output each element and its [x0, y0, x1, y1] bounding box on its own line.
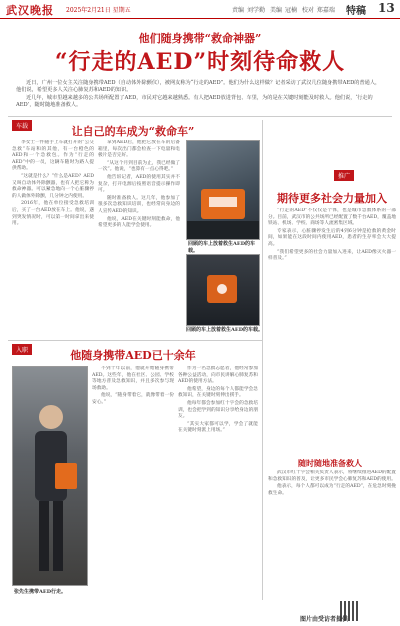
aed-label — [209, 197, 237, 207]
lead-text: 近日，广州一位女主关注随身携带AED（自动体外除颤仪），被网友称为“行走的AED”。他们为什么这样做？记者采访了武汉几位随身携带AED的普通人，他们说，希望更多人关注心肺复苏和AED的知识。 — [16, 80, 381, 93]
man-photo — [12, 366, 88, 586]
section-tag: 推广 — [334, 170, 354, 181]
credit-label: 校对 — [301, 7, 314, 14]
paragraph: 李女士一件随手上车就打开的“公交急救”车站和的其他，有一台橙色的AED和一个急救包。作为“行走的AED”中的一员，这辆车随时为路人提供帮助。 — [12, 140, 94, 172]
article-column — [92, 366, 174, 606]
man-with-aed-image — [13, 367, 87, 585]
paragraph: 他每年都会参加红十字会的急救培训，也会把学到的知识分享给身边的朋友。 — [178, 400, 258, 420]
article-subtitle: 他随身携带AED已十余年 — [70, 349, 196, 362]
article-column — [268, 470, 396, 596]
leg — [39, 501, 49, 571]
section-name: 特稿 — [346, 6, 366, 17]
lead-text: 近几年，城市里越来越多的公共场所配置了AED，市民对它越来越熟悉。有人把AED放进背包、车里，为的是在关键时刻能及时救人。他们说，‘行走的AED’，随时随地准备救人。 — [16, 95, 373, 108]
page-header — [0, 0, 400, 19]
headline: “行走的AED”时刻待命救人 — [54, 49, 346, 75]
car-photo-bottom — [186, 254, 260, 326]
car-interior-image — [187, 255, 259, 325]
article-column — [178, 366, 258, 606]
paragraph: “行走的AED”不仅仅是个体，也是城市急救体系的一部分。目前，武汉市的公共场所已经配置了数千台AED，覆盖地铁站、机场、学校、商场等人流密集区域。 — [268, 208, 396, 227]
article-column — [12, 140, 94, 325]
article-column — [98, 140, 180, 325]
article-column — [268, 208, 396, 453]
article-subheading: 随时随地准备救人 — [298, 458, 362, 468]
photo-caption: 张先生携带AED行走。 — [14, 589, 67, 595]
car-photo-top — [186, 140, 260, 240]
paragraph: 他希望，身边的每个人都能学会急救知识，在关键时刻伸出援手。 — [178, 386, 258, 399]
credit-name: 冠楠 — [284, 7, 297, 14]
page-number: 13 — [378, 1, 395, 15]
credit-label: 责编 — [232, 7, 245, 14]
article-subtitle: 期待更多社会力量加入 — [277, 192, 387, 205]
editor-credits — [232, 5, 338, 14]
column-divider — [262, 120, 263, 600]
aed-bag — [55, 463, 77, 489]
credit-name: 刘学勤 — [247, 7, 266, 14]
paragraph: “我们希望更多的社会力量加入进来，让AED像灭火器一样普及。” — [268, 249, 396, 262]
lead-paragraph — [16, 80, 384, 110]
section-tag: 车载 — [12, 120, 32, 131]
article-subtitle: 让自己的车成为“救命车” — [71, 125, 195, 138]
paragraph: “从这个月到目前为止，我已经做了一次”。他说，“也算有一点心得吧。” — [98, 160, 180, 173]
paragraph: 不到十年以前，他就开始随身携带AED。这些年，他在社区、公园、学校等地方普及急救知识，并且多次参与现场救助。 — [92, 366, 174, 391]
paragraph: 随时准备救人。这几年，他参加了很多次急救知识培训，也经常向身边的人宣传AED的知识。 — [98, 195, 180, 214]
photo-credit: 图片由受访者提供 — [300, 616, 349, 623]
photo-caption: 回顾的车上放着救生AED的车载。 — [186, 327, 264, 333]
head — [39, 405, 63, 429]
paragraph: “其实大家都可以学，学会了就能在关键时刻派上用场。” — [178, 421, 258, 434]
paragraph: 拿到AED后，他把它放在车的后备箱里，每次出门都会检查一下电量和电极片是否完好。 — [98, 140, 180, 159]
leg — [53, 501, 63, 571]
paragraph: 他说，“随身带着它，就像带着一份安心。” — [92, 393, 174, 405]
divider — [8, 340, 262, 341]
photo-caption: 回顾的车上放着救生AED的车载。 — [188, 241, 256, 254]
credit-name: 郑嘉瑞 — [316, 7, 335, 14]
aed-button — [217, 284, 227, 294]
paragraph: 他告诉记者，AED的使用其实并不复杂，打开电源后按照语音提示操作即可。 — [98, 174, 180, 194]
divider — [8, 116, 392, 117]
paragraph: 他表示，每个人都可以成为“行走的AED”，在危急时刻挽救生命。 — [268, 484, 396, 496]
paragraph: 武汉市红十字会相关负责人表示，将继续推进AED的配置和急救知识的普及，让更多市民学会心肺复苏和AED的使用。 — [268, 470, 396, 482]
paragraph: 作为一名急救志愿者，他经常参加各种公益活动，向市民讲解心肺复苏和AED的使用方法。 — [178, 366, 258, 385]
kicker: 他们随身携带“救命神器” — [138, 32, 262, 45]
masthead: 武汉晚报 — [6, 4, 54, 17]
section-tag: 入职 — [12, 344, 32, 355]
paragraph: 2016年，他在单位接受急救培训后，买了一台AED放在车上。他说，遇到突发情况时，可以第一时间拿出来使用。 — [12, 201, 94, 227]
paragraph: “这就是什么？”什么是AED？AED又叫自动体外除颤器，也有人把它称为救命神器。可以紧急地向一个心脏骤停的人做体外除颤，几分钟之内使用。 — [12, 173, 94, 199]
publication-date: 2025年2月21日 星期五 — [66, 7, 131, 14]
paragraph: 专家表示，心脏骤停发生后的4到6分钟是抢救的黄金时间，如果能在这段时间内使用AED，患者的生存率会大大提高。 — [268, 228, 396, 247]
paragraph: 他说，AED在关键时刻能救命，他希望更多的人能学会使用。 — [98, 216, 180, 229]
car-trunk-image — [187, 141, 259, 239]
trunk-floor — [187, 221, 259, 239]
credit-label: 美编 — [269, 7, 282, 14]
